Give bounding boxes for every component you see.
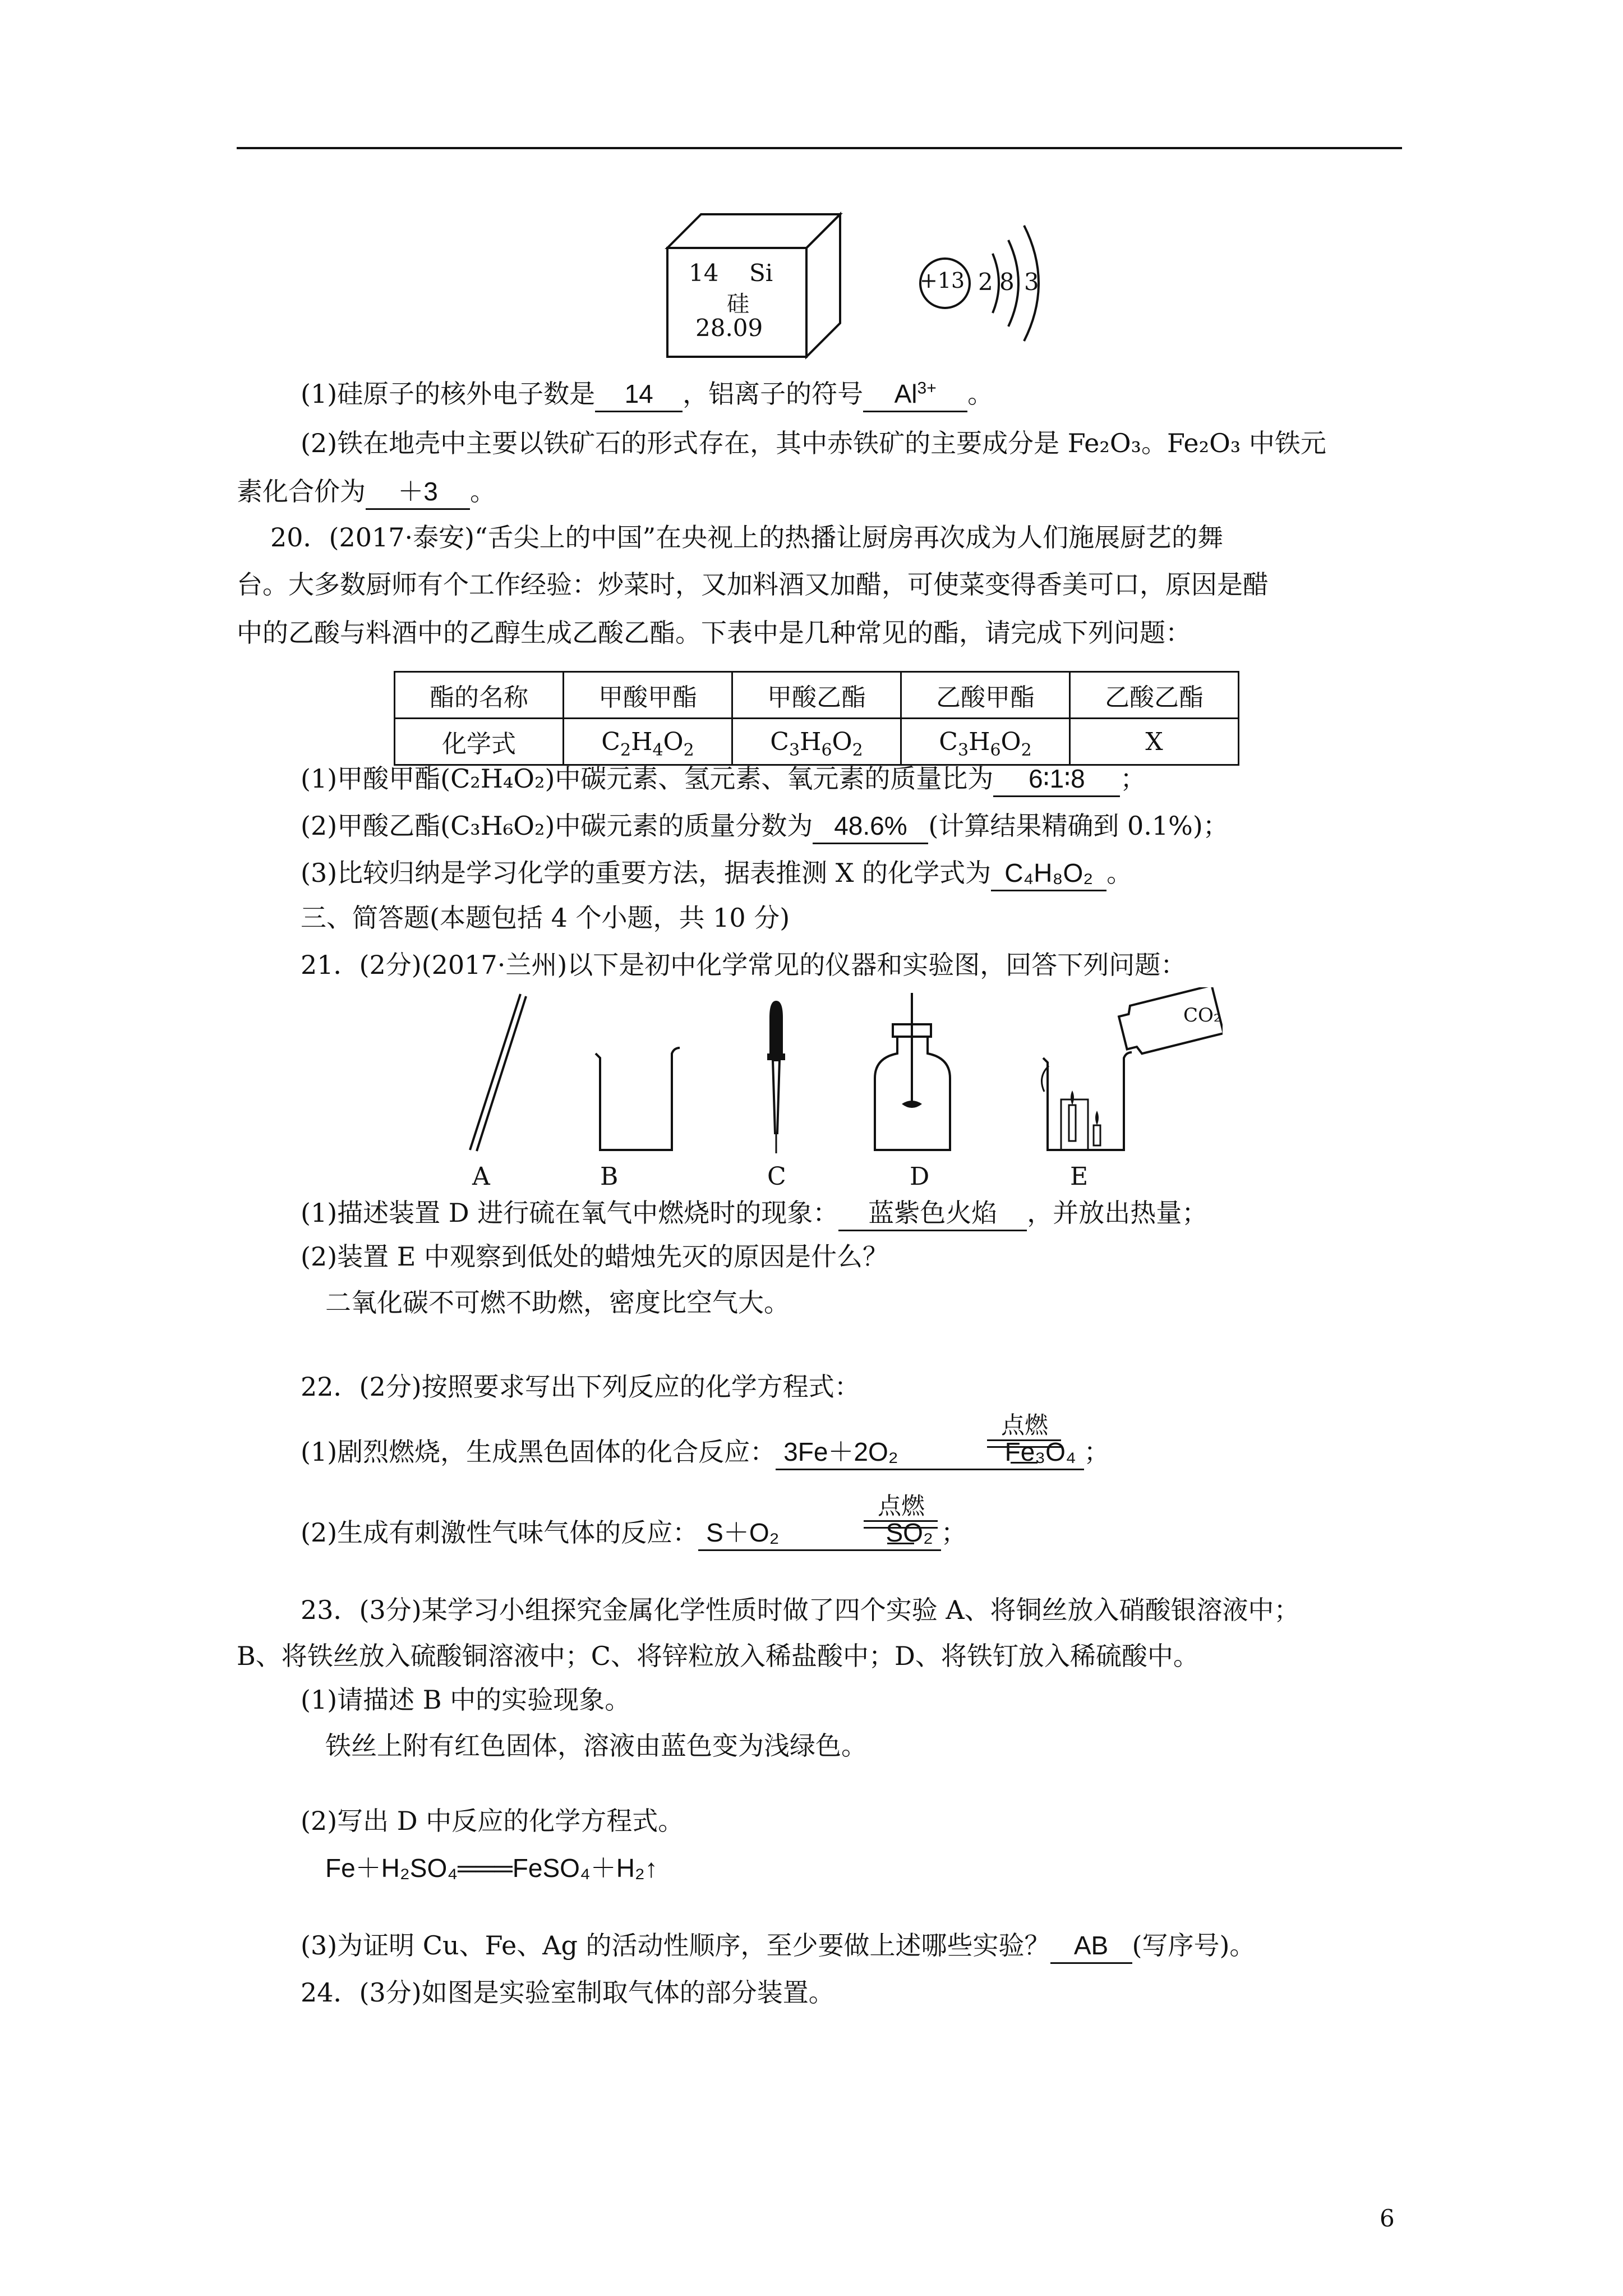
q19-answer-electrons: 14	[595, 377, 683, 412]
ester-table	[394, 671, 1239, 766]
q20-line1: 20．(2017·泰安)“舌尖上的中国”在央视上的热播让厨房再次成为人们施展厨艺的舞	[270, 522, 1224, 553]
figure-label-b: B	[600, 1162, 619, 1191]
section-3-heading: 三、简答题(本题包括 4 个小题，共 10 分)	[301, 903, 790, 933]
q19-answer-valence: ＋3	[366, 475, 470, 510]
table-header-cell: 乙酸甲酯	[901, 672, 1070, 719]
q22-equation1: 3Fe＋2O₂ Fe₃O₄	[776, 1435, 1083, 1470]
q22-eq2-condition: 点燃	[877, 1492, 925, 1520]
q22-intro: 22．(2分)按照要求写出下列反应的化学方程式：	[301, 1372, 860, 1402]
element-symbol: Si	[749, 259, 773, 287]
table-header-cell: 甲酸乙酯	[732, 672, 901, 719]
q23-part3: (3)为证明 Cu、Fe、Ag 的活动性顺序，至少要做上述哪些实验？ AB (写序号)。	[301, 1929, 1255, 1964]
figure-label-e: E	[1070, 1162, 1089, 1191]
q19-part1: (1)硅原子的核外电子数是 14 ，铝离子的符号 $Al^{3+}$ 。	[301, 377, 993, 412]
table-cell: 化学式	[395, 719, 564, 765]
table-cell-formula: $C_2H_4O_2$	[564, 719, 732, 765]
q22-part1: (1)剧烈燃烧，生成黑色固体的化合反应： 3Fe＋2O₂ Fe₃O₄ ；	[301, 1435, 1110, 1470]
q21-part1: (1)描述装置 D 进行硫在氧气中燃烧时的现象： 蓝紫色火焰 ，并放出热量；	[301, 1196, 1207, 1231]
figure-label-c: C	[767, 1162, 786, 1191]
nucleus-charge: +13	[920, 268, 965, 293]
q23-line1: 23．(3分)某学习小组探究金属化学性质时做了四个实验 A、将铜丝放入硝酸银溶液中；	[301, 1595, 1300, 1625]
q20-answer-mass-fraction: 48.6%	[813, 809, 928, 844]
page-number: 6	[1380, 2205, 1395, 2232]
table-row	[395, 672, 1239, 719]
q21-intro: 21．(2分)(2017·兰州)以下是初中化学常见的仪器和实验图，回答下列问题：	[301, 950, 1187, 980]
table-row	[395, 719, 1239, 765]
shell-1-electrons: 2	[978, 268, 993, 296]
table-header-cell: 乙酸乙酯	[1070, 672, 1239, 719]
q23-part1-answer: 铁丝上附有红色固体，溶液由蓝色变为浅绿色。	[325, 1731, 867, 1760]
q20-line3: 中的乙酸与料酒中的乙醇生成乙酸乙酯。下表中是几种常见的酯，请完成下列问题：	[237, 618, 1191, 648]
gas-jar-icon	[875, 993, 950, 1150]
q24-intro: 24．(3分)如图是实验室制取气体的部分装置。	[301, 1977, 834, 2008]
q22-equation2: S＋O₂ SO₂	[698, 1516, 941, 1551]
co2-label: CO₂	[1183, 1004, 1221, 1027]
dropper-icon	[767, 1001, 785, 1153]
q23-part2-answer: Fe＋H₂SO₄═══FeSO₄＋H₂↑	[325, 1853, 658, 1883]
q22-eq1-condition: 点燃	[1000, 1411, 1048, 1439]
q20-line2: 台。大多数厨师有个工作经验：炒菜时，又加料酒又加醋，可使菜变得香美可口，原因是醋	[237, 569, 1269, 600]
shell-2-electrons: 8	[999, 268, 1015, 296]
shell-3-electrons: 3	[1024, 268, 1039, 296]
beaker-icon	[596, 1048, 680, 1150]
q23-part2-question: (2)写出 D 中反应的化学方程式。	[301, 1806, 684, 1836]
q21-part2-answer: 二氧化碳不可燃不助燃，密度比空气大。	[325, 1288, 790, 1317]
q21-part2-question: (2)装置 E 中观察到低处的蜡烛先灭的原因是什么？	[301, 1241, 888, 1272]
figure-label-a: A	[472, 1162, 490, 1191]
q20-part3: (3)比较归纳是学习化学的重要方法，据表推测 X 的化学式为 C₄H₈O₂ 。	[301, 856, 1132, 891]
figure-label-d: D	[910, 1162, 930, 1191]
element-name: 硅	[727, 291, 749, 317]
table-cell-formula: $C_3H_6O_2$	[732, 719, 901, 765]
glass-rod-icon	[470, 994, 526, 1151]
q19-part2-line2: 素化合价为 ＋3 。	[237, 475, 496, 510]
q20-part2: (2)甲酸乙酯(C₃H₆O₂)中碳元素的质量分数为 48.6% (计算结果精确到 0.1%)；	[301, 809, 1229, 844]
element-mass: 28.09	[695, 314, 763, 342]
q21-answer-flame: 蓝紫色火焰	[838, 1196, 1027, 1231]
header-rule	[237, 147, 1402, 149]
lab-apparatus-figure	[437, 987, 1223, 1161]
element-number: 14	[689, 259, 719, 287]
q19-answer-ion: $Al^{3+}$	[863, 377, 967, 412]
q23-line2: B、将铁丝放入硫酸铜溶液中；C、将锌粒放入稀盐酸中；D、将铁钉放入稀硫酸中。	[237, 1641, 1199, 1671]
table-cell: X	[1070, 719, 1239, 765]
q20-part1: (1)甲酸甲酯(C₂H₄O₂)中碳元素、氢元素、氧元素的质量比为 6∶1∶8 ；	[301, 762, 1146, 797]
q20-answer-mass-ratio: 6∶1∶8	[993, 762, 1120, 797]
q23-answer-experiments: AB	[1050, 1929, 1132, 1964]
q23-part1-question: (1)请描述 B 中的实验现象。	[301, 1685, 631, 1715]
q22-part2: (2)生成有刺激性气味气体的反应： S＋O₂ SO₂ ；	[301, 1516, 967, 1551]
q19-part2-line1: (2)铁在地壳中主要以铁矿石的形式存在，其中赤铁矿的主要成分是 Fe₂O₃。Fe₂O₃ 中铁元	[301, 428, 1326, 458]
table-header-cell: 甲酸甲酯	[564, 672, 732, 719]
q20-answer-formula: C₄H₈O₂	[991, 856, 1106, 891]
table-header-cell: 酯的名称	[395, 672, 564, 719]
table-cell-formula: $C_3H_6O_2$	[901, 719, 1070, 765]
